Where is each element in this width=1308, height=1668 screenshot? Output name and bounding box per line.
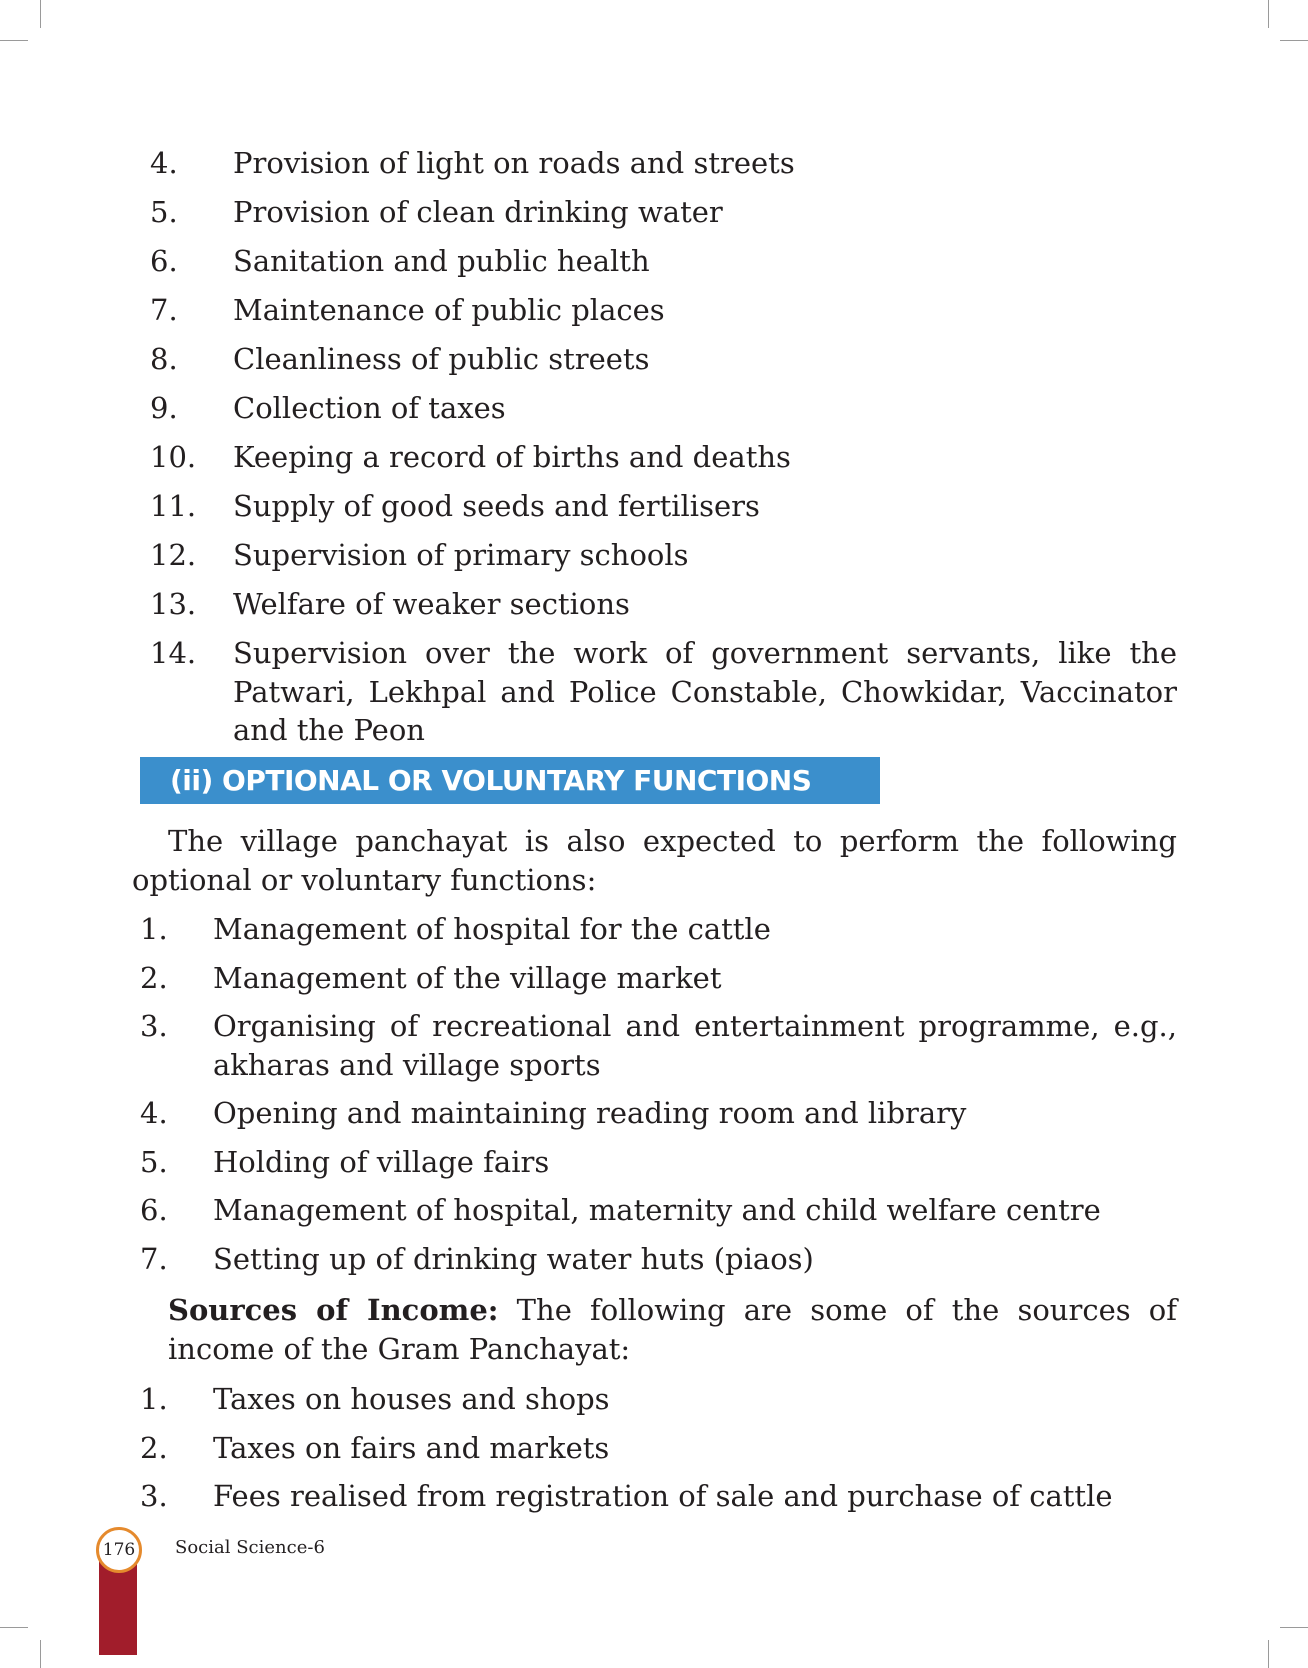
item-number: 6.: [150, 244, 178, 278]
list-item: [0, 389, 1177, 428]
item-number: 2.: [140, 960, 168, 995]
section-heading: (ii) OPTIONAL OR VOLUNTARY FUNCTIONS: [140, 757, 880, 804]
optional-functions-list: [0, 910, 1177, 1288]
list-item: [0, 1143, 1177, 1182]
list-item: [0, 1191, 1177, 1230]
book-title: Social Science-6: [175, 1537, 325, 1558]
crop-mark: [0, 40, 28, 41]
item-text: Supply of good seeds and fertilisers: [233, 489, 760, 523]
item-text: Provision of light on roads and streets: [233, 146, 795, 180]
list-item: [0, 1240, 1177, 1279]
list-item: [0, 438, 1177, 477]
item-text: Keeping a record of births and deaths: [233, 440, 791, 474]
item-number: 5.: [140, 1144, 168, 1179]
item-text: Opening and maintaining reading room and library: [213, 1096, 967, 1130]
list-item: [0, 1477, 1177, 1516]
income-label: Sources of Income:: [168, 1293, 499, 1327]
item-number: 13.: [150, 587, 197, 621]
item-text: Organising of recreational and entertainment programme, e.g., akharas and village sports: [213, 1009, 1177, 1082]
item-text: Taxes on fairs and markets: [213, 1430, 610, 1465]
crop-mark: [1268, 1640, 1269, 1668]
item-number: 11.: [150, 489, 197, 523]
crop-mark: [40, 0, 41, 28]
item-text: Management of hospital, maternity and child welfare centre: [213, 1193, 1101, 1227]
list-item: [0, 1380, 1177, 1419]
item-text: Supervision of primary schools: [233, 538, 689, 572]
item-number: 4.: [140, 1096, 168, 1130]
item-text: Collection of taxes: [233, 391, 506, 425]
list-item: [0, 242, 1177, 281]
list-item: [0, 340, 1177, 379]
list-item: [0, 634, 1177, 750]
list-item: [0, 291, 1177, 330]
item-text: Holding of village fairs: [213, 1144, 550, 1179]
item-number: 3.: [140, 1009, 168, 1043]
income-paragraph: [168, 1291, 1177, 1368]
income-text: The following are some of the sources of income of the Gram Panchayat:: [168, 1293, 1177, 1366]
crop-mark: [1268, 0, 1269, 28]
item-number: 4.: [150, 146, 178, 180]
page-number: 176: [96, 1527, 142, 1573]
item-number: 1.: [140, 1382, 168, 1416]
crop-mark: [1280, 1627, 1308, 1628]
intro-paragraph: The village panchayat is also expected to perform the following optional or voluntary functions:: [132, 824, 1177, 897]
crop-mark: [1280, 40, 1308, 41]
list-item: [0, 193, 1177, 232]
item-number: 7.: [150, 293, 178, 327]
item-text: Fees realised from registration of sale and purchase of cattle: [213, 1479, 1113, 1513]
item-text: Welfare of weaker sections: [233, 587, 630, 621]
list-item: [0, 910, 1177, 949]
list-item: [0, 1007, 1177, 1084]
item-text: Supervision over the work of government servants, like the Patwari, Lekhpal and Police Constable, Chowkidar, Vaccinator and the Peon: [233, 636, 1177, 747]
list-item: [0, 144, 1177, 183]
item-number: 14.: [150, 636, 197, 670]
item-number: 10.: [150, 440, 197, 474]
list-item: [0, 585, 1177, 624]
item-number: 12.: [150, 538, 197, 572]
item-number: 8.: [150, 342, 178, 376]
item-text: Taxes on houses and shops: [213, 1382, 610, 1416]
item-text: Management of the village market: [213, 960, 722, 995]
item-number: 6.: [140, 1193, 168, 1227]
item-number: 5.: [150, 195, 178, 229]
item-number: 1.: [140, 912, 168, 946]
item-text: Sanitation and public health: [233, 244, 650, 278]
item-number: 9.: [150, 391, 178, 425]
item-number: 2.: [140, 1430, 168, 1465]
item-number: 3.: [140, 1479, 168, 1513]
list-item: [0, 1429, 1177, 1468]
item-text: Provision of clean drinking water: [233, 195, 723, 229]
item-number: 7.: [140, 1241, 168, 1276]
income-sources-list: [0, 1380, 1177, 1526]
item-text: Management of hospital for the cattle: [213, 912, 771, 946]
item-text: Setting up of drinking water huts (piaos): [213, 1241, 814, 1276]
list-item: [0, 487, 1177, 526]
crop-mark: [40, 1640, 41, 1668]
compulsory-functions-list: [0, 144, 1177, 760]
item-text: Cleanliness of public streets: [233, 342, 650, 376]
item-text: Maintenance of public places: [233, 293, 665, 327]
list-item: [0, 536, 1177, 575]
crop-mark: [0, 1627, 28, 1628]
list-item: [0, 1094, 1177, 1133]
list-item: [0, 959, 1177, 998]
